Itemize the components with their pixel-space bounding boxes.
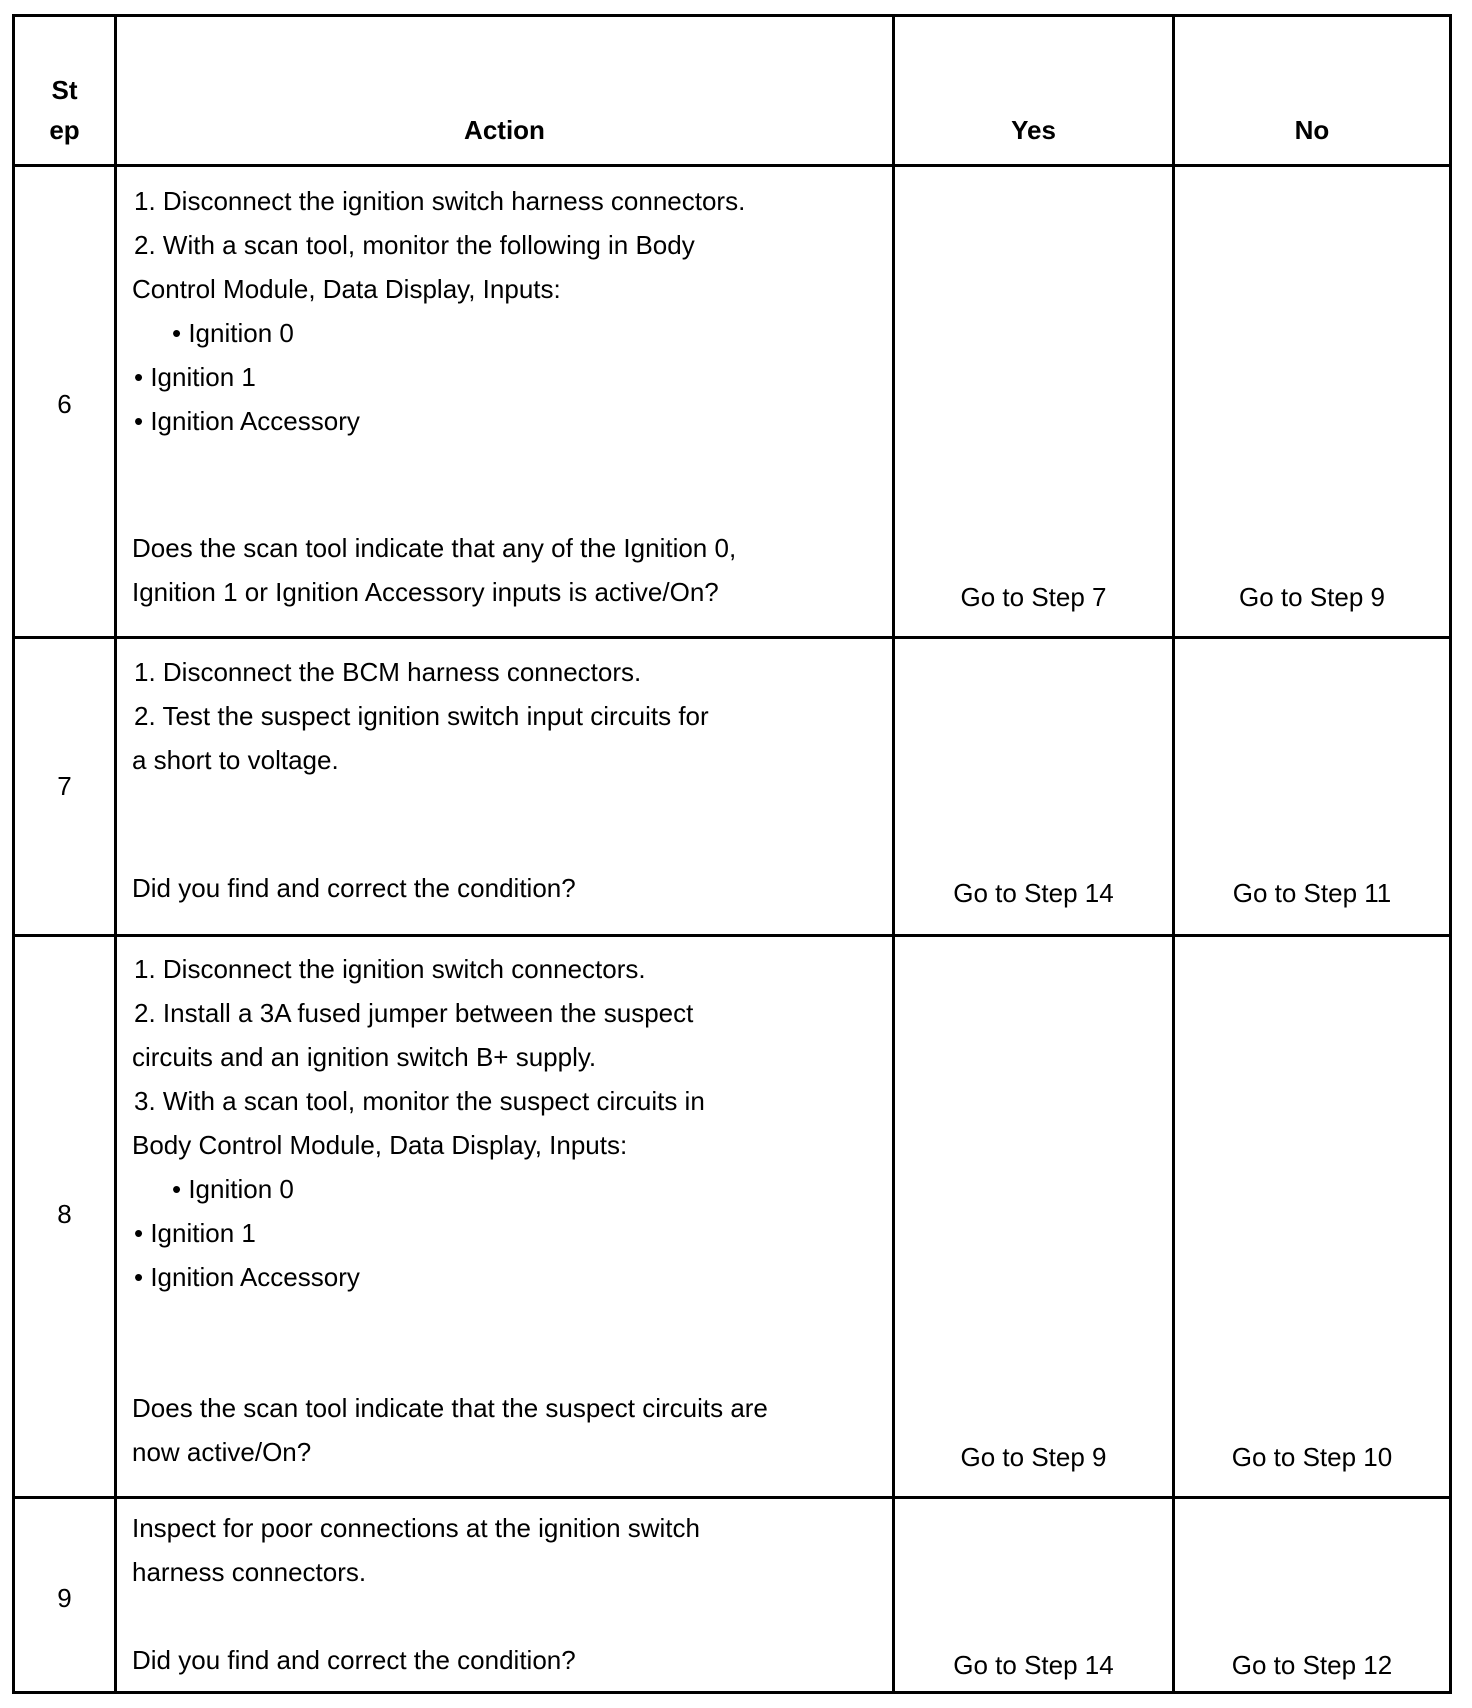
table-border-left bbox=[12, 14, 15, 1694]
header-no: No bbox=[1294, 115, 1330, 145]
action-line: harness connectors. bbox=[132, 1557, 367, 1587]
action-line: 2. Test the suspect ignition switch input circuits for bbox=[134, 701, 709, 731]
action-question: now active/On? bbox=[132, 1437, 312, 1467]
step-number: 8 bbox=[57, 1199, 72, 1229]
action-question: Ignition 1 or Ignition Accessory inputs is active/On? bbox=[132, 577, 719, 607]
step-number: 9 bbox=[57, 1583, 72, 1613]
action-line: 1. Disconnect the ignition switch connectors. bbox=[134, 954, 646, 984]
action-line: circuits and an ignition switch B+ supply. bbox=[132, 1042, 597, 1072]
step-number: 6 bbox=[57, 389, 72, 419]
action-line: 2. Install a 3A fused jumper between the suspect bbox=[134, 998, 694, 1028]
action-bullet: • Ignition 0 bbox=[172, 1174, 294, 1204]
action-bullet: • Ignition Accessory bbox=[134, 1262, 360, 1292]
action-bullet: • Ignition 1 bbox=[134, 362, 256, 392]
row-divider bbox=[12, 164, 1452, 167]
header-yes: Yes bbox=[1011, 115, 1056, 145]
action-question: Does the scan tool indicate that the suspect circuits are bbox=[132, 1393, 768, 1423]
row-divider bbox=[12, 934, 1452, 937]
header-step-line2: ep bbox=[49, 115, 80, 145]
no-goto: Go to Step 9 bbox=[1239, 582, 1385, 612]
action-line: 3. With a scan tool, monitor the suspect circuits in bbox=[134, 1086, 705, 1116]
yes-goto: Go to Step 9 bbox=[960, 1442, 1107, 1472]
row-divider bbox=[12, 1496, 1452, 1499]
action-line: Inspect for poor connections at the ignition switch bbox=[132, 1513, 700, 1543]
action-question: Does the scan tool indicate that any of the Ignition 0, bbox=[132, 533, 737, 563]
action-question: Did you find and correct the condition? bbox=[132, 1645, 576, 1675]
header-action: Action bbox=[464, 115, 545, 145]
action-question: Did you find and correct the condition? bbox=[132, 873, 576, 903]
header-step-line1: St bbox=[51, 75, 78, 105]
action-line: 2. With a scan tool, monitor the following in Body bbox=[134, 230, 695, 260]
action-line: Control Module, Data Display, Inputs: bbox=[132, 274, 561, 304]
action-bullet: • Ignition Accessory bbox=[134, 406, 360, 436]
table-border-top bbox=[12, 14, 1452, 17]
row-divider bbox=[12, 636, 1452, 639]
action-bullet: • Ignition 1 bbox=[134, 1218, 256, 1248]
action-line: 1. Disconnect the ignition switch harness connectors. bbox=[134, 186, 746, 216]
action-bullet: • Ignition 0 bbox=[172, 318, 294, 348]
no-goto: Go to Step 12 bbox=[1231, 1650, 1393, 1680]
action-line: Body Control Module, Data Display, Inputs: bbox=[132, 1130, 628, 1160]
yes-goto: Go to Step 14 bbox=[953, 878, 1114, 908]
action-line: a short to voltage. bbox=[132, 745, 339, 775]
table-border-right bbox=[1449, 14, 1452, 1694]
step-number: 7 bbox=[57, 771, 72, 801]
yes-goto: Go to Step 14 bbox=[953, 1650, 1114, 1680]
no-goto: Go to Step 10 bbox=[1231, 1442, 1393, 1472]
diagnostic-table bbox=[12, 14, 1452, 1694]
action-line: 1. Disconnect the BCM harness connectors. bbox=[134, 657, 642, 687]
no-goto: Go to Step 11 bbox=[1232, 878, 1392, 908]
col-divider bbox=[114, 14, 117, 1694]
header-step bbox=[15, 70, 114, 150]
yes-goto: Go to Step 7 bbox=[960, 582, 1107, 612]
table-border-bottom bbox=[12, 1691, 1452, 1694]
